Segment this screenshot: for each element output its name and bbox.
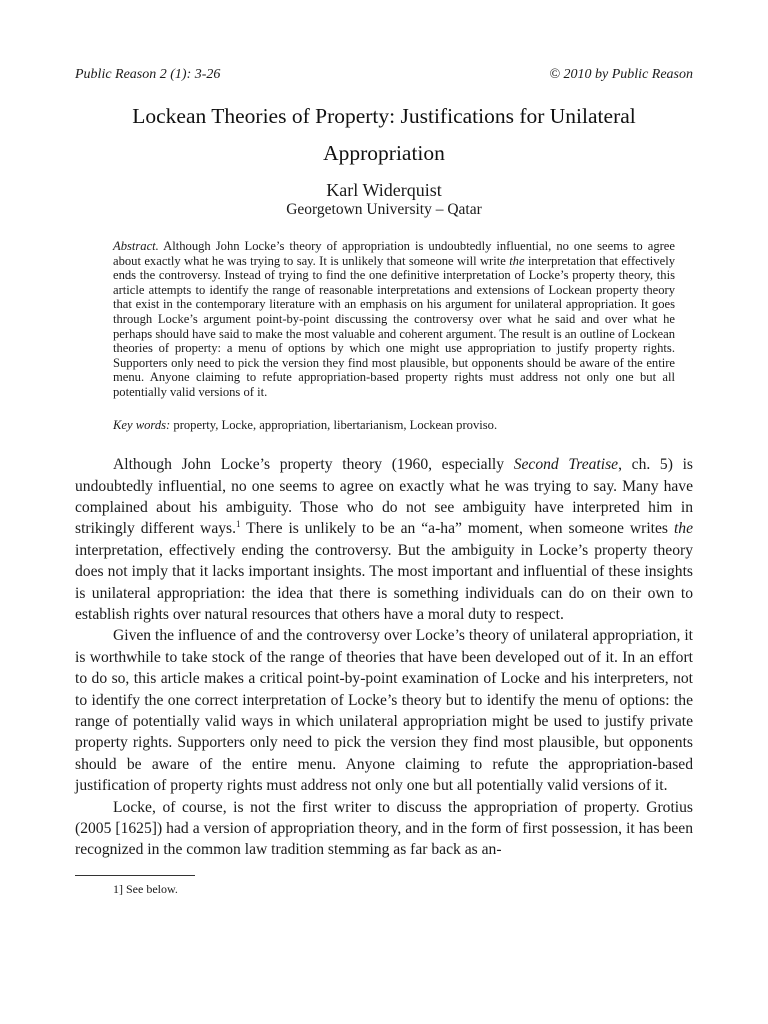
keywords-text: property, Locke, appropriation, libertarianism, Lockean proviso. — [170, 417, 498, 432]
journal-citation: Public Reason 2 (1): 3-26 — [75, 67, 221, 82]
abstract-emphasis: the — [509, 253, 525, 268]
running-header — [75, 66, 693, 84]
p1-text-c: There is unlikely to be an “a-ha” moment, when someone writes — [240, 520, 674, 538]
p1-text-b: , ch. 5) is undoubtedly influential, no one seems to agree on exactly what he was trying to say. Many have complained about his ambiguity. Those who do not see ambiguity have interpreted him in strikingly different ways. — [75, 456, 693, 538]
p1-text-a: Although John Locke’s property theory (1960, especially — [113, 456, 514, 474]
paragraph-1 — [75, 454, 693, 625]
paragraph-3: Locke, of course, is not the first writer to discuss the appropriation of property. Grotius (2005 [1625]) had a version of appropriation theory, and in the form of first possession, it has been recognized in the common law tradition stemming as far back as an- — [75, 798, 693, 859]
abstract-label: Abstract. — [113, 239, 159, 253]
p1-text-d: interpretation, effectively ending the controversy. But the ambiguity in Locke’s property theory does not imply that it lacks important insights. The most important and influential of these insights is unilateral appropriation: the idea that there is something individuals can do on their own to establish rights over natural resources that others have a moral duty to respect. — [75, 541, 693, 623]
body-text — [75, 454, 693, 861]
abstract — [113, 239, 675, 400]
copyright-notice: © 2010 by Public Reason — [549, 67, 693, 82]
page — [75, 66, 693, 896]
author-name: Karl Widerquist — [326, 180, 442, 200]
paragraph-2: Given the influence of and the controversy over Locke’s theory of unilateral appropriation, it is worthwhile to take stock of the range of theories that have been developed out of it. In an effort to do so, this article makes a critical point-by-point examination of Locke and his interpreters, not to identify the one correct interpretation of Locke’s theory but to identify the menu of options: the range of potentially valid ways in which unilateral appropriation might be used to justify private property rights. Supporters only need to pick the version they find most plausible, but opponents should be aware of the entire menu. Anyone claiming to refute the appropriation-based justification of property rights must address not only one but all potentially valid versions of it. — [75, 627, 693, 795]
p1-italic-title: Second Treatise — [513, 456, 619, 474]
footnote-marker[interactable]: 1 — [236, 519, 241, 530]
keywords — [113, 418, 675, 433]
keywords-label: Key words: — [113, 417, 171, 432]
abstract-text-a: Although John Locke’s theory of appropriation is undoubtedly influential, no one seems to agree about exactly what he was trying to say. It is unlikely that someone will write — [113, 239, 675, 268]
article-title: Lockean Theories of Property: Justifications for Unilateral Appropriation — [132, 104, 636, 165]
footnote: 1] See below. — [113, 881, 178, 896]
footnote-divider — [75, 875, 195, 876]
p1-italic-the: the — [673, 520, 693, 538]
author-affiliation: Georgetown University – Qatar — [286, 201, 482, 218]
abstract-text-b: interpretation that effectively ends the controversy. Instead of trying to find the one definitive interpretation of Locke’s property theory, this article attempts to identify the range of reasonable interpretations and extensions of Lockean property theory that exist in the contemporary literature with an emphasis on his argument for unilateral appropriation. It goes through Locke’s argument point-by-point discussing the controversy over what he said and over what he perhaps should have said to make the most valuable and coherent argument. The result is an outline of Lockean theories of property: a menu of options by which one might use appropriation to justify property rights. Supporters only need to pick the version they find most plausible, but opponents should be aware of the entire menu. Anyone claiming to refute appropriation-based property rights must address not only one but all potentially valid versions of it. — [113, 253, 675, 399]
